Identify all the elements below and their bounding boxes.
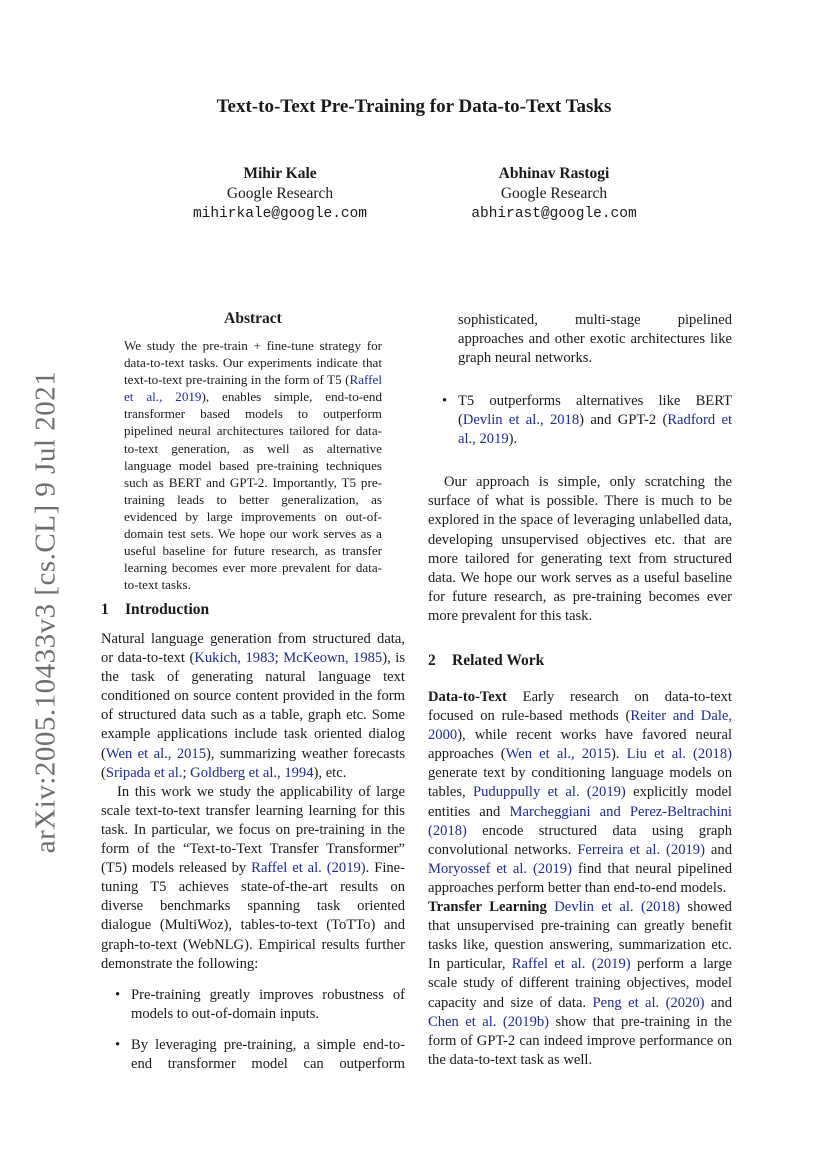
abstract-heading: Abstract xyxy=(224,310,282,327)
section-heading-introduction xyxy=(101,601,209,619)
citation-link[interactable]: Devlin et al., 2018 xyxy=(462,412,580,429)
citation-link[interactable]: Reiter and Dale, 2000 xyxy=(428,708,732,744)
paragraph xyxy=(101,783,405,974)
text-span: ; xyxy=(182,764,191,781)
author-affiliation: Google Research xyxy=(500,185,608,202)
bullet-icon: • xyxy=(115,986,121,1003)
list-item xyxy=(428,311,732,368)
author-email: mihirkale@google.com xyxy=(192,206,368,222)
citation-link[interactable]: Kukich, 1983 xyxy=(194,650,275,667)
text-span: T5 outperforms alternatives like BERT ( xyxy=(458,393,732,429)
paragraph xyxy=(101,630,405,783)
section-title: Related Work xyxy=(452,652,545,669)
text-span: and xyxy=(704,994,732,1011)
left-column-body xyxy=(101,630,405,1074)
contribution-list xyxy=(101,986,405,1074)
paragraph-heading: Data-to-Text xyxy=(428,689,507,705)
text-span: In this work we study the applicability of large scale text-to-text transfer learning learning for this task. In particular, we focus on pre-training in the form of the “Text-to-Text Transfer Transformer” (T5) models released by xyxy=(101,783,405,877)
author-email: abhirast@google.com xyxy=(471,206,637,222)
bullet-icon: • xyxy=(115,1036,121,1053)
text-span: explicitly model entities and xyxy=(428,784,732,820)
citation-link[interactable]: Wen et al., 2015 xyxy=(105,745,207,762)
citation-link[interactable]: Devlin et al. (2018) xyxy=(554,899,680,916)
text-span: ), etc. xyxy=(313,764,347,781)
paragraph-heading: Transfer Learning xyxy=(428,899,547,916)
paragraph: Our approach is simple, only scratching the surface of what is possible. There is much to be explored in the space of leveraging unlabelled data, developing unsupervised objectives etc. that are more tailored for generating text from structured data. We hope our work serves as a useful baseline for future research, as pre-training becomes ever more prevalent for this task. xyxy=(428,474,732,624)
text-span: . Fine-tuning T5 achieves state-of-the-art results on diverse benchmarks spanning task oriented dialogue (MultiWoz), tables-to-text (ToTTo) and graph-to-text (WebNLG). Empirical results further demonstrate the following: xyxy=(101,860,406,972)
text-span: and xyxy=(704,841,732,858)
section-heading-related-work xyxy=(428,652,544,670)
text-span: show that pre-training in the form of GPT-2 can indeed improve performance on the data-to-text task as well. xyxy=(428,1013,732,1068)
abstract-span: ), enables simple, end-to-end transformer based models to outperform pipelined neural architectures tailored for data-to-text generation, as well as alternative language model based pre-training techniques such as BERT and GPT-2. Importantly, T5 pre-training leads to better generalization, as evidenced by large improvements on out-of-domain test sets. We hope our work serves as a useful baseline for future research, as transfer learning becomes ever more prevalent for data-to-text tasks. xyxy=(124,389,383,593)
text-span: ) and GPT-2 ( xyxy=(579,412,668,429)
text-span: Early research on data-to-text focused on rule-based methods ( xyxy=(428,689,732,725)
citation-link[interactable]: Moryossef et al. (2019) xyxy=(428,860,572,877)
text-span: ), while recent works have favored neural approaches ( xyxy=(428,727,732,763)
author-name: Mihir Kale xyxy=(243,165,317,182)
text-span: ). xyxy=(611,746,627,763)
text-span: showed that unsupervised pre-training can greatly benefit tasks like, question answering, summarization etc. In particular, xyxy=(428,899,732,973)
author-affiliation: Google Research xyxy=(226,185,334,202)
list-item-text: By leveraging pre-training, a simple end-to-end transformer model can outperform xyxy=(131,1036,405,1072)
list-item-text: sophisticated, multi-stage pipelined approaches and other exotic architectures like graph neural networks. xyxy=(458,312,732,367)
citation-link[interactable]: Wen et al., 2015 xyxy=(505,746,611,763)
section-title: Introduction xyxy=(125,601,210,618)
text-span: generate text by conditioning language models on tables, xyxy=(428,765,732,801)
section-number: 2 xyxy=(428,652,436,669)
list-item xyxy=(101,986,405,1024)
arxiv-id: arXiv:2005.10433v3 [cs.CL] 9 Jul 2021 xyxy=(29,370,62,854)
text-span: Natural language generation from structured data, or data-to-text ( xyxy=(101,631,405,667)
citation-link[interactable]: Raffel et al. (2019) xyxy=(511,956,631,973)
list-item-text: Pre-training greatly improves robustness of models to out-of-domain inputs. xyxy=(131,986,405,1022)
author-name: Abhinav Rastogi xyxy=(498,165,610,182)
bullet-icon: • xyxy=(442,393,448,409)
text-span: ), is the task of generating natural language text conditioned on source content provided in the form of structured data such as a table, graph etc. Some example applications include task oriented dialog ( xyxy=(101,650,406,762)
paragraph xyxy=(428,688,732,898)
section-number: 1 xyxy=(101,601,109,618)
citation-link[interactable]: Liu et al. (2018) xyxy=(626,746,732,763)
abstract-span: We study the pre-train + fine-tune strategy for data-to-text tasks. Our experiments indicate that text-to-text pre-training in the form of T5 ( xyxy=(124,338,382,388)
citation-link[interactable]: Peng et al. (2020) xyxy=(592,994,705,1011)
text-span: encode structured data using graph convolutional networks. xyxy=(428,822,732,858)
paragraph xyxy=(428,898,732,1070)
text-span: perform a large scale study of different training objectives, model capacity and size of data. xyxy=(428,956,733,1011)
citation-link[interactable]: Chen et al. (2019b) xyxy=(428,1013,550,1030)
abstract-text xyxy=(124,337,382,593)
citation-link[interactable]: Raffel et al., 2019 xyxy=(124,372,382,405)
paper-title: Text-to-Text Pre-Training for Data-to-Text Tasks xyxy=(216,96,612,117)
citation-link[interactable]: Radford et al., 2019 xyxy=(458,412,732,448)
text-span: ). xyxy=(508,431,518,448)
text-span: ; xyxy=(274,650,284,667)
text-span: find that neural pipelined approaches perform better than end-to-end models. xyxy=(428,860,732,896)
author-block xyxy=(444,164,664,224)
arxiv-stamp xyxy=(16,370,76,854)
citation-link[interactable]: Sripada et al. xyxy=(105,764,183,781)
list-item xyxy=(428,392,732,449)
author-block xyxy=(170,164,390,224)
citation-link[interactable]: Puduppully et al. (2019) xyxy=(472,784,626,801)
citation-link[interactable]: Raffel et al. (2019) xyxy=(251,860,366,877)
citation-link[interactable]: Ferreira et al. (2019) xyxy=(577,841,705,858)
citation-link[interactable]: McKeown, 1985 xyxy=(283,650,383,667)
citation-link[interactable]: Goldberg et al., 1994 xyxy=(190,764,314,781)
right-column-top xyxy=(428,311,732,626)
citation-link[interactable]: Marcheggiani and Perez-Beltrachini (2018) xyxy=(428,803,732,839)
list-item xyxy=(101,1036,405,1074)
text-span: ), summarizing weather forecasts ( xyxy=(101,745,405,781)
contribution-list-continued xyxy=(428,311,732,449)
right-column-body xyxy=(428,688,732,1070)
